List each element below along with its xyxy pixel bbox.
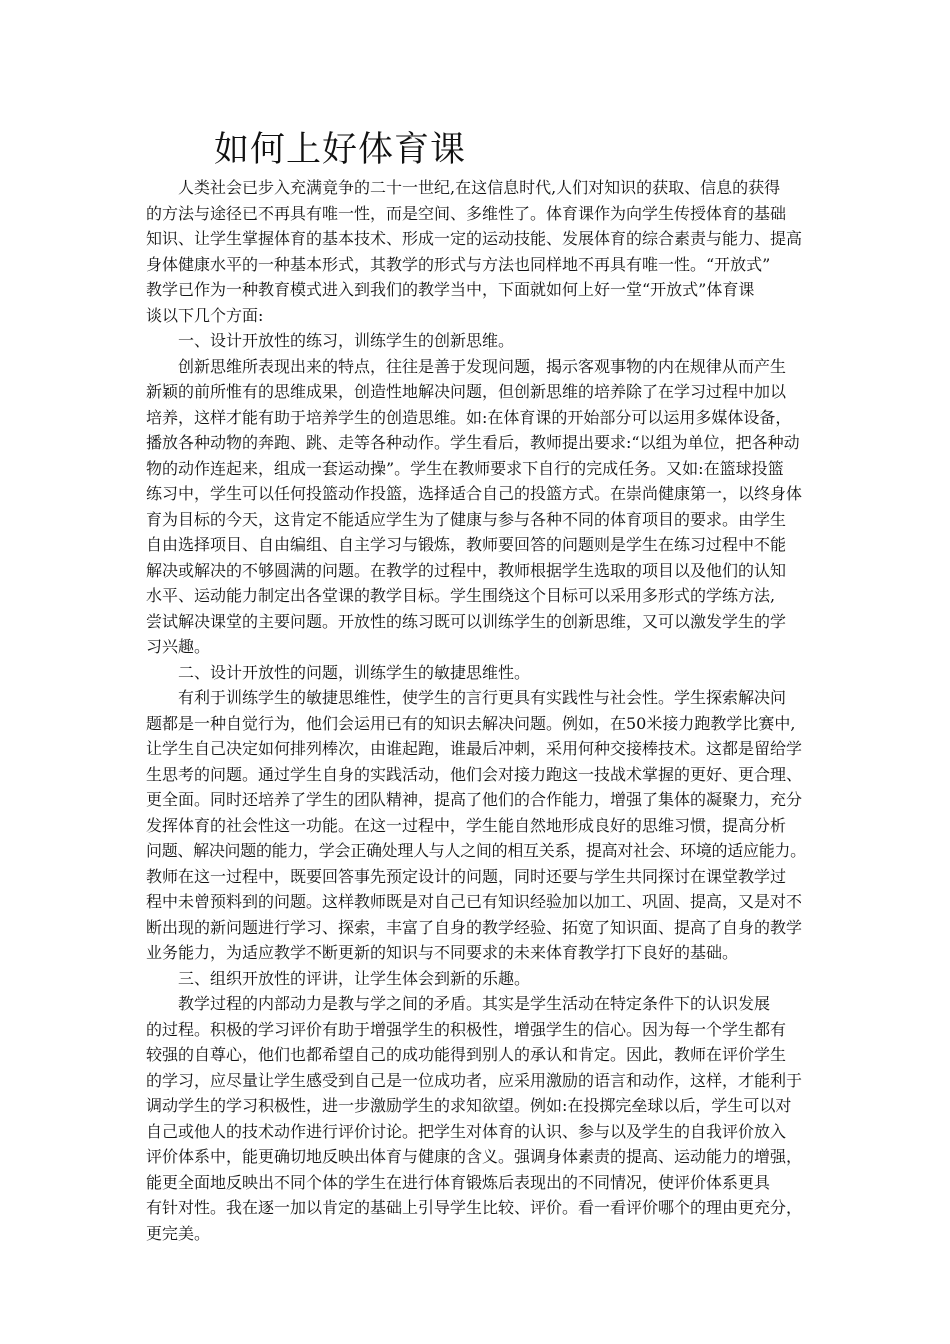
text-line: 新颖的前所惟有的思维成果，创造性地解决问题，但创新思维的培养除了在学习过程中加以	[146, 382, 787, 401]
text-line: 教师在这一过程中，既要回答事先预定设计的问题，同时还要与学生共同探讨在课堂教学过	[146, 866, 787, 886]
text-line: 身体健康水平的一种基本形式，其教学的形式与方法也同样地不再具有唯一性。“开放式”	[146, 254, 771, 274]
text-line: 教学过程的内部动力是教与学之间的矛盾。其实是学生活动在特定条件下的认识发展	[178, 994, 771, 1013]
text-line: 自由选择项目、自由编组、自主学习与锻炼，教师要回答的问题则是学生在练习过程中不能	[146, 535, 787, 554]
text-line: 培养，这样才能有助于培养学生的创造思维。如:在体育课的开始部分可以运用多媒体设备，	[146, 407, 792, 427]
text-line: 有针对性。我在逐一加以肯定的基础上引导学生比较、评价。看一看评价哪个的理由更充分，	[146, 1198, 803, 1217]
text-line: 练习中，学生可以任何投篮动作投篮，选择适合自己的投篮方式。在崇尚健康第一，以终身体	[146, 484, 803, 503]
text-line: 发挥体育的社会性这一功能。在这一过程中，学生能自然地形成良好的思维习惯，提高分析	[146, 815, 787, 835]
text-line: 自己或他人的技术动作进行评价讨论。把学生对体育的认识、参与以及学生的自我评价放入	[146, 1121, 787, 1141]
text-line: 教学已作为一种教育模式进入到我们的教学当中，下面就如何上好一堂“开放式”体育课	[146, 280, 755, 299]
text-line: 调动学生的学习积极性，进一步激励学生的求知欲望。例如:在投掷完垒球以后，学生可以对	[146, 1096, 792, 1115]
text-line: 程中未曾预料到的问题。这样教师既是对自己已有知识经验加以加工、巩固、提高，又是对不	[146, 892, 803, 911]
text-line: 知识、让学生掌握体育的基本技术、形成一定的运动技能、发展体育的综合素责与能力、提高	[146, 229, 803, 248]
text-line: 评价体系中，能更确切地反映出体育与健康的含义。强调身体素责的提高、运动能力的增强，	[146, 1147, 803, 1166]
text-line: 的过程。积极的学习评价有助于增强学生的积极性，增强学生的信心。因为每一个学生都有	[146, 1019, 787, 1039]
text-line: 习兴趣。	[146, 637, 211, 656]
text-line: 问题、解决问题的能力，学会正确处理人与人之间的相互关系，提高对社会、环境的适应能力。	[146, 841, 806, 860]
text-line: 三、组织开放性的评讲，让学生体会到新的乐趣。	[178, 968, 531, 988]
text-line: 题都是一种自觉行为，他们会运用已有的知识去解决问题。例如，在50米接力跑教学比赛中,	[146, 713, 796, 733]
text-line: 播放各种动物的奔跑、跳、走等各种动作。学生看后，教师提出要求:“以组为单位，把各种动	[146, 433, 800, 452]
text-line: 让学生自己决定如何排列棒次，由谁起跑，谁最后冲刺，采用何种交接棒技术。这都是留给学	[146, 739, 803, 758]
text-line: 的方法与途径已不再具有唯一性，而是空间、多维性了。体育课作为向学生传授体育的基础	[146, 203, 787, 223]
text-line: 水平、运动能力制定出各堂课的教学目标。学生围绕这个目标可以采用多形式的学练方法,	[146, 586, 776, 605]
text-line: 谈以下几个方面:	[146, 305, 264, 325]
text-line: 一、设计开放性的练习，训练学生的创新思维。	[178, 331, 515, 350]
text-line: 物的动作连起来，组成一套运动操”。学生在教师要求下自行的完成任务。又如:在篮球投篮	[146, 458, 784, 478]
text-line: 尝试解决课堂的主要问题。开放性的练习既可以训练学生的创新思维，又可以激发学生的学	[146, 611, 787, 631]
text-line: 的学习，应尽量让学生感受到自己是一位成功者，应采用激励的语言和动作，这样，才能利于	[146, 1070, 803, 1090]
text-line: 能更全面地反映出不同个体的学生在进行体育锻炼后表现出的不同情况，使评价体系更具	[146, 1172, 771, 1192]
text-line: 更全面。同时还培养了学生的团队精神，提高了他们的合作能力，增强了集体的凝聚力，充分	[146, 790, 803, 809]
document-body	[146, 175, 806, 1246]
text-line: 有利于训练学生的敏捷思维性，使学生的言行更具有实践性与社会性。学生探索解决问	[178, 688, 787, 707]
text-line: 二、设计开放性的问题，训练学生的敏捷思维性。	[178, 662, 531, 682]
text-line: 人类社会已步入充满竟争的二十一世纪,在这信息时代,人们对知识的获取、信息的获得	[178, 178, 781, 197]
text-line: 创新思维所表现出来的特点，往往是善于发现问题，揭示客观事物的内在规律从而产生	[178, 356, 787, 376]
text-line: 生思考的问题。通过学生自身的实践活动，他们会对接力跑这一技战术掌握的更好、更合理、	[146, 764, 803, 784]
document-title: 如何上好体育课	[214, 130, 467, 170]
text-line: 更完美。	[146, 1223, 211, 1243]
text-line: 较强的自尊心，他们也都希望自己的成功能得到别人的承认和肯定。因此，教师在评价学生	[146, 1045, 787, 1064]
text-line: 解决或解决的不够圆满的问题。在教学的过程中，教师根据学生选取的项目以及他们的认知	[146, 560, 787, 580]
text-line: 业务能力，为适应教学不断更新的知识与不同要求的未来体育教学打下良好的基础。	[146, 943, 739, 962]
text-line: 断出现的新问题进行学习、探索，丰富了自身的教学经验、拓宽了知识面、提高了自身的教学	[146, 917, 803, 937]
text-line: 育为目标的今天，这肯定不能适应学生为了健康与参与各种不同的体育项目的要求。由学生	[146, 509, 787, 529]
